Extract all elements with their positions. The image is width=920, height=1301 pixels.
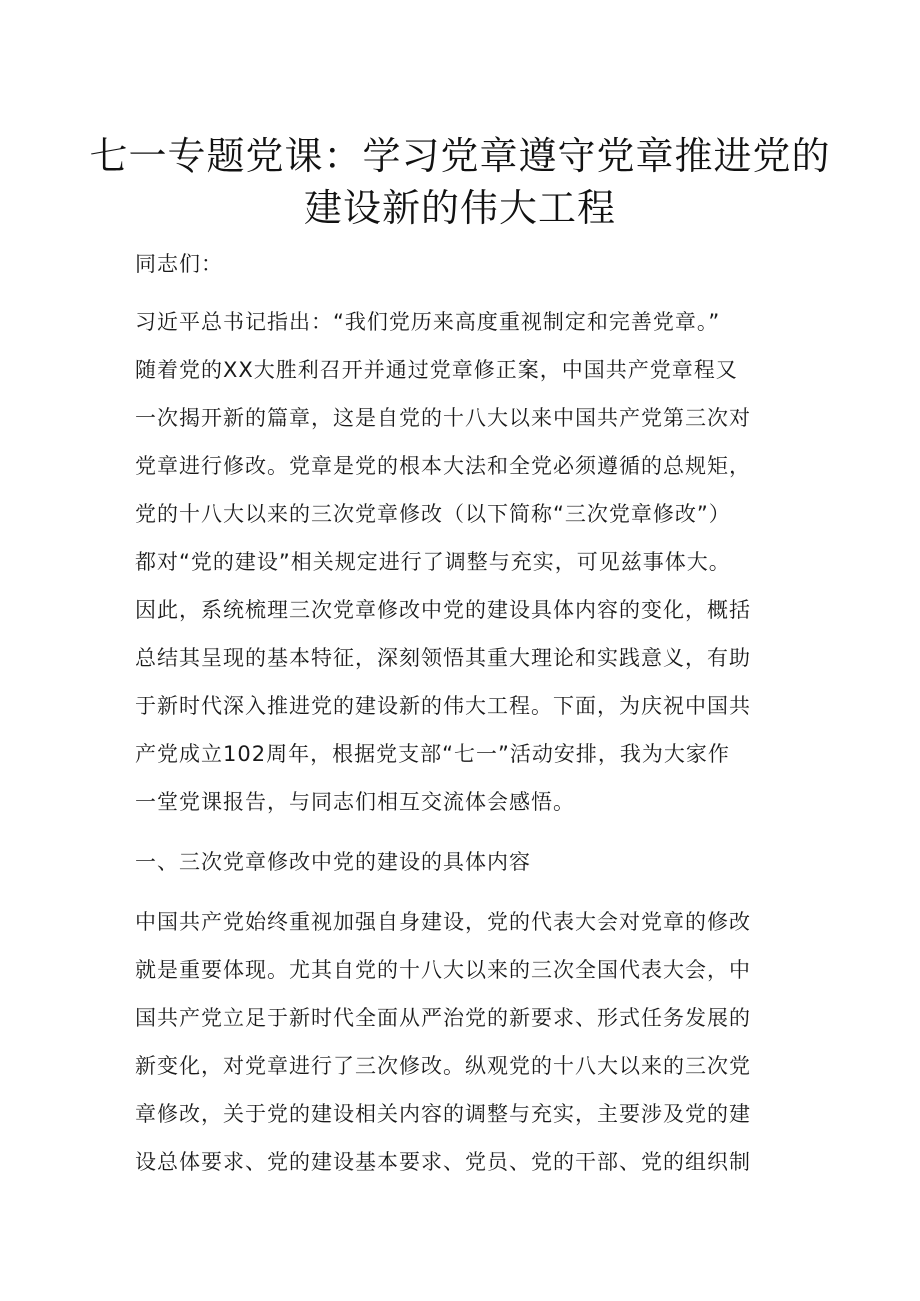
paragraph-line: 党的十八大以来的三次党章修改（以下简称“三次党章修改”） <box>135 502 731 526</box>
paragraph-line: 产党成立102周年，根据党支部“七一”活动安排，我为大家作 <box>135 742 730 766</box>
paragraph-line: 都对“党的建设”相关规定进行了调整与充实，可见兹事体大。 <box>135 550 731 574</box>
paragraph-line: 中国共产党始终重视加强自身建设，党的代表大会对党章的修改 <box>135 910 751 934</box>
paragraph-line: 因此，系统梳理三次党章修改中党的建设具体内容的变化，概括 <box>135 598 751 622</box>
document-title-line-2: 建设新的伟大工程 <box>303 186 616 230</box>
paragraph-line: 就是重要体现。尤其自党的十八大以来的三次全国代表大会，中 <box>135 958 751 982</box>
paragraph-line: 随着党的XX大胜利召开并通过党章修正案，中国共产党章程又 <box>135 358 738 382</box>
section-heading-text: 一、三次党章修改中党的建设的具体内容 <box>135 850 531 874</box>
paragraph-line: 新变化，对党章进行了三次修改。纵观党的十八大以来的三次党 <box>135 1054 751 1078</box>
paragraph-line: 于新时代深入推进党的建设新的伟大工程。下面，为庆祝中国共 <box>135 694 751 718</box>
paragraph-line: 国共产党立足于新时代全面从严治党的新要求、形式任务发展的 <box>135 1006 751 1030</box>
paragraph-line: 一堂党课报告，与同志们相互交流体会感悟。 <box>135 790 575 814</box>
section-heading-1 <box>135 838 785 886</box>
paragraph-intro <box>135 298 785 826</box>
greeting-text: 同志们： <box>135 252 223 276</box>
paragraph-line: 习近平总书记指出：“我们党历来高度重视制定和完善党章。” <box>135 310 721 334</box>
paragraph-section-1 <box>135 898 785 1186</box>
paragraph-line: 章修改，关于党的建设相关内容的调整与充实，主要涉及党的建 <box>135 1102 751 1126</box>
greeting <box>135 240 785 288</box>
paragraph-line: 设总体要求、党的建设基本要求、党员、党的干部、党的组织制 <box>135 1150 751 1174</box>
paragraph-line: 党章进行修改。党章是党的根本大法和全党必须遵循的总规矩， <box>135 454 751 478</box>
document-title-line-1: 七一专题党课：学习党章遵守党章推进党的 <box>89 134 831 178</box>
paragraph-line: 一次揭开新的篇章，这是自党的十八大以来中国共产党第三次对 <box>135 406 751 430</box>
paragraph-line: 总结其呈现的基本特征，深刻领悟其重大理论和实践意义，有助 <box>135 646 751 670</box>
